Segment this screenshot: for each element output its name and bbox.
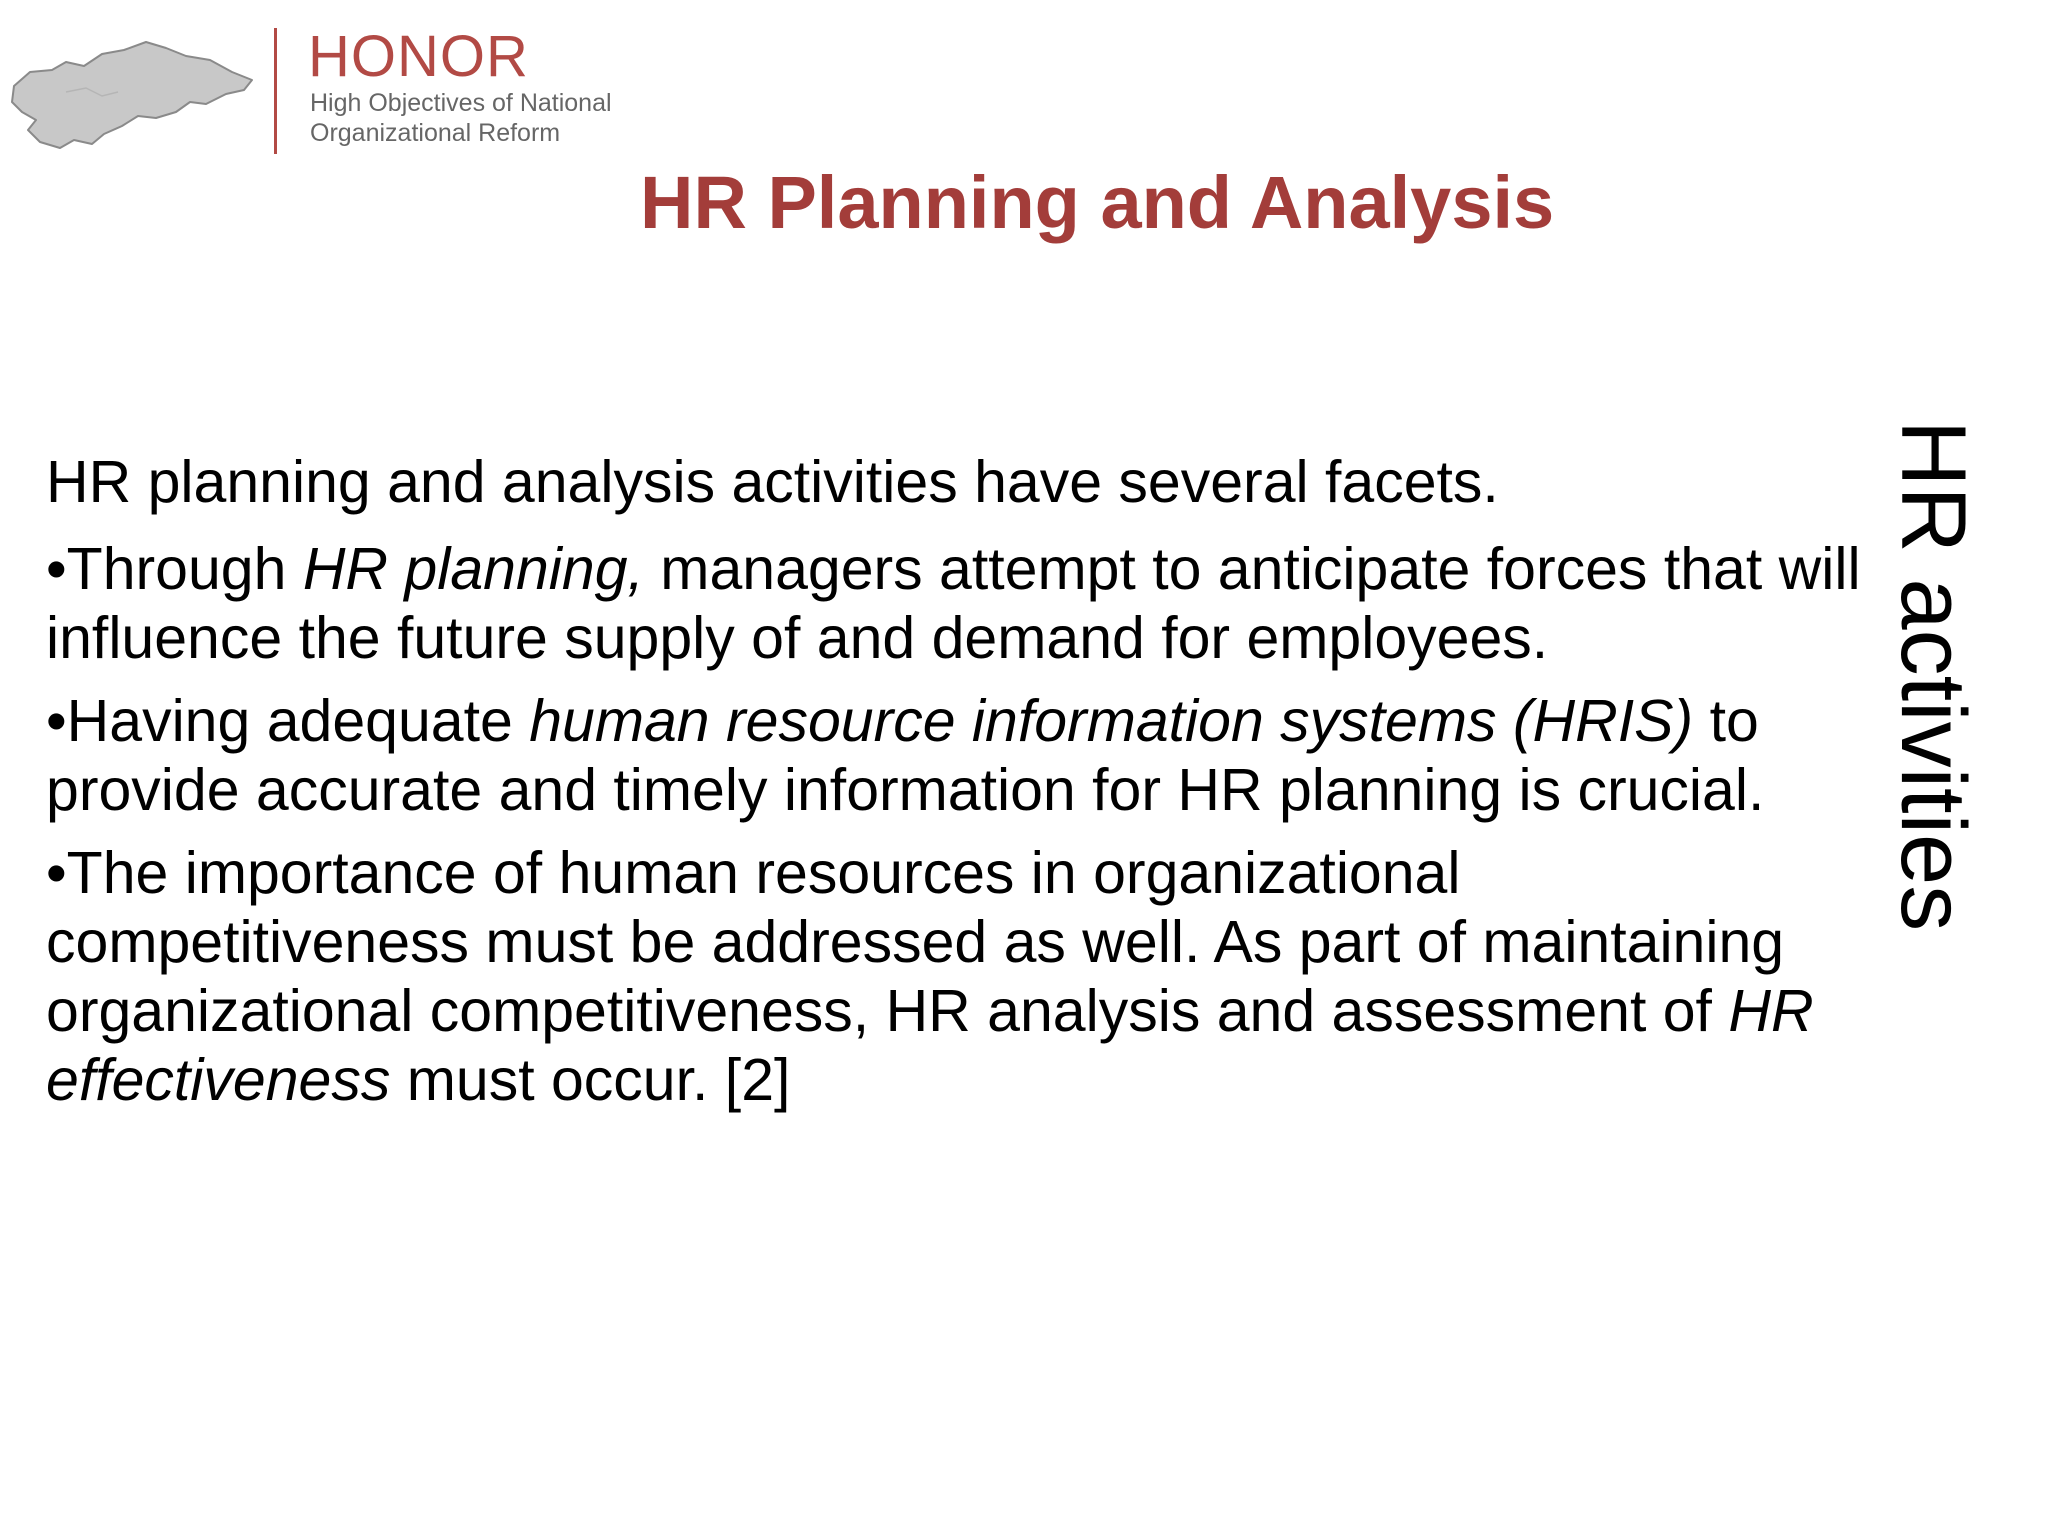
bullet3-text-after: must occur. [2]: [390, 1047, 791, 1113]
bullet-paragraph-3: [46, 839, 1866, 1115]
bullet2-text-before: Having adequate: [66, 688, 530, 754]
side-label-vertical: HR activities: [1882, 420, 1984, 932]
bullet1-text-before: Through: [66, 536, 303, 602]
bullet1-italic-term: HR planning,: [302, 536, 644, 602]
bullet2-text-after: to provide accurate and timely information for HR planning is crucial.: [46, 688, 1765, 823]
bullet-paragraph-2: [46, 687, 1866, 825]
logo-tagline: [310, 88, 612, 148]
honor-logo: [6, 24, 646, 164]
logo-divider: [274, 28, 277, 154]
bullet3-italic-term: HR effectiveness: [46, 978, 1814, 1113]
kyrgyzstan-map-silhouette-icon: [6, 32, 258, 154]
bullet-marker: •: [46, 688, 67, 754]
bullet2-italic-term: human resource information systems (HRIS): [529, 688, 1694, 754]
bullet1-text-after: managers attempt to anticipate forces that will influence the future supply of and demand for employees.: [46, 536, 1861, 671]
slide-title: HR Planning and Analysis: [640, 161, 1555, 244]
logo-tagline-line1: High Objectives of National: [310, 89, 612, 117]
bullet-paragraph-1: [46, 535, 1866, 673]
logo-name: HONOR: [308, 24, 529, 89]
intro-paragraph: HR planning and analysis activities have several facets.: [46, 449, 1499, 515]
bullet-marker: •: [46, 536, 67, 602]
slide-body: [46, 448, 1866, 1129]
bullet3-text-before: The importance of human resources in organizational competitiveness must be addressed as well. As part of maintaining organizational competitiveness, HR analysis and assessment of: [46, 840, 1785, 1044]
bullet-marker: •: [46, 840, 67, 906]
logo-tagline-line2: Organizational Reform: [310, 119, 561, 147]
